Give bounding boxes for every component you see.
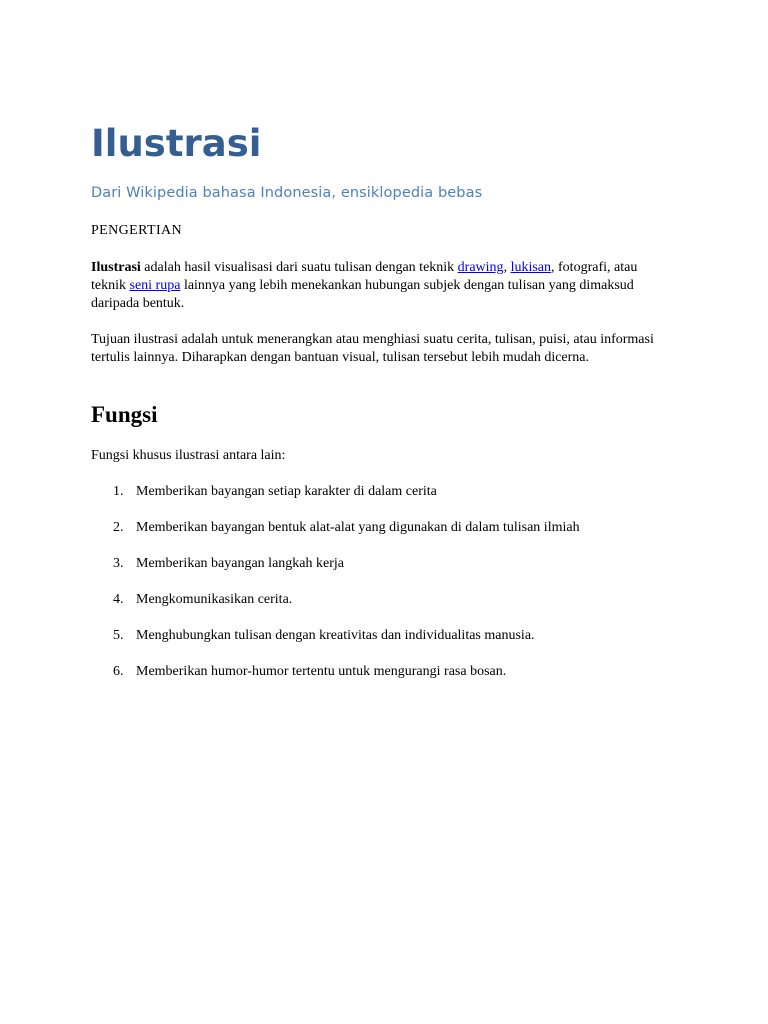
link-seni-rupa[interactable]: seni rupa: [129, 278, 181, 293]
list-text: Mengkomunikasikan cerita.: [136, 592, 293, 607]
paragraph-text: adalah hasil visualisasi dari suatu tulisan dengan teknik: [140, 260, 458, 275]
fungsi-intro: Fungsi khusus ilustrasi antara lain:: [91, 448, 286, 463]
paragraph-separator: ,: [503, 260, 511, 275]
list-number: 4.: [113, 592, 124, 607]
list-number: 6.: [113, 664, 124, 679]
list-text: Memberikan humor-humor tertentu untuk mengurangi rasa bosan.: [136, 664, 507, 679]
page-subtitle: Dari Wikipedia bahasa Indonesia, ensiklopedia bebas: [91, 185, 483, 201]
paragraph-purpose: Tujuan ilustrasi adalah untuk menerangkan atau menghiasi suatu cerita, tulisan, puisi, atau informasi tertulis lainnya. Diharapkan dengan bantuan visual, tulisan tersebut lebih mudah dicerna.: [91, 332, 654, 365]
list-text: Memberikan bayangan bentuk alat-alat yang digunakan di dalam tulisan ilmiah: [136, 520, 580, 535]
list-number: 1.: [113, 484, 124, 499]
link-drawing[interactable]: drawing: [457, 260, 504, 275]
list-text: Memberikan bayangan setiap karakter di dalam cerita: [136, 484, 437, 499]
section-label-pengertian: PENGERTIAN: [91, 223, 183, 238]
list-text: Menghubungkan tulisan dengan kreativitas dan individualitas manusia.: [136, 628, 535, 643]
paragraph-definition: [91, 259, 661, 313]
paragraph-text: , fotografi, atau teknik: [91, 260, 638, 293]
list-number: 5.: [113, 628, 124, 643]
list-number: 2.: [113, 520, 124, 535]
paragraph-text: lainnya yang lebih menekankan hubungan subjek dengan tulisan yang dimaksud daripada bentuk.: [91, 278, 634, 311]
heading-fungsi: Fungsi: [91, 402, 158, 427]
bold-term: Ilustrasi: [91, 260, 141, 275]
list-text: Memberikan bayangan langkah kerja: [136, 556, 344, 571]
link-lukisan[interactable]: lukisan: [510, 260, 552, 275]
list-number: 3.: [113, 556, 124, 571]
page-title: Ilustrasi: [91, 122, 262, 165]
